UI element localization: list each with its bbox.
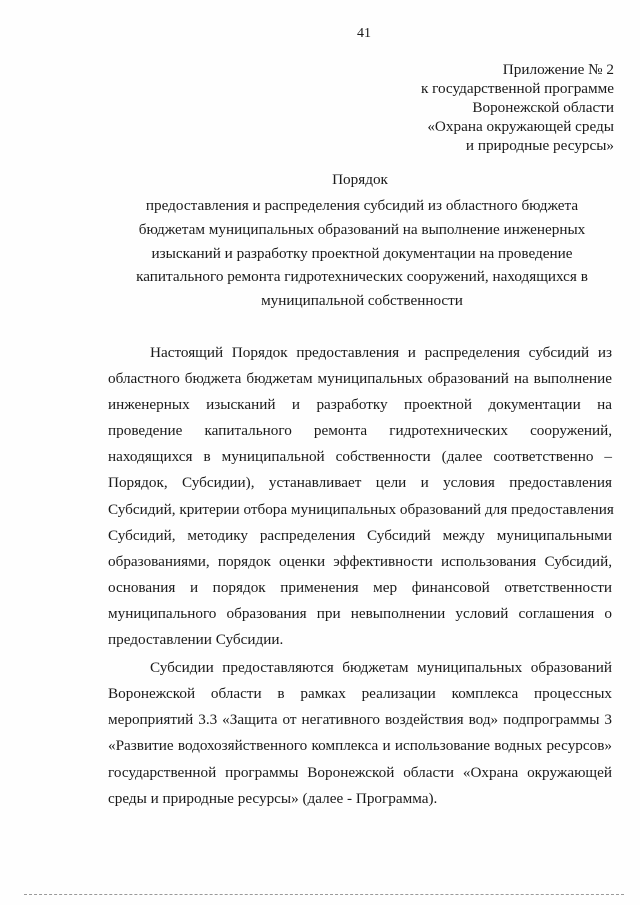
subtitle-line: муниципальной собственности [261, 292, 463, 310]
paragraph-line: Воронежской области в рамках реализации комплекса процессных [108, 685, 612, 703]
paragraph-line: находящихся в муниципальной собственности (далее соответственно – [108, 448, 612, 466]
paragraph-line: государственной программы Воронежской области «Охрана окружающей [108, 763, 612, 781]
footer-divider [24, 894, 624, 895]
paragraph-line: мероприятий 3.3 «Защита от негативного воздействия вод» подпрограммы 3 [108, 711, 612, 729]
paragraph-line: муниципального образования при невыполнении условий соглашения о [108, 604, 612, 622]
paragraph [108, 655, 612, 812]
appendix-line: и природные ресурсы» [465, 137, 614, 154]
subtitle-line: капитального ремонта гидротехнических сооружений, находящихся в [136, 268, 588, 286]
appendix-line: Воронежской области [472, 99, 614, 116]
appendix-line: Приложение № 2 [502, 61, 614, 78]
paragraph [108, 340, 612, 653]
paragraph-line: основания и порядок применения мер финансовой ответственности [108, 578, 612, 596]
document-subtitle [128, 194, 596, 313]
document-body [108, 340, 612, 814]
paragraph-line: среды и природные ресурсы» (далее - Программа). [108, 789, 438, 807]
paragraph-line: Порядок, Субсидии), устанавливает цели и условия предоставления [108, 474, 612, 492]
paragraph-line: Субсидий, критерии отбора муниципальных образований для предоставления [108, 500, 614, 518]
document-title: Порядок [332, 171, 388, 188]
paragraph-line: проведение капитального ремонта гидротехнических сооружений, [108, 422, 612, 440]
paragraph-line: Субсидий, методику распределения Субсидий между муниципальными [108, 526, 612, 544]
subtitle-line: предоставления и распределения субсидий из областного бюджета [145, 197, 579, 214]
subtitle-line: бюджетам муниципальных образований на выполнение инженерных [138, 220, 586, 238]
paragraph-line: инженерных изысканий и разработку проектной документации на [108, 396, 612, 414]
subtitle-line: изысканий и разработку проектной документации на проведение [151, 244, 573, 262]
appendix-line: «Охрана окружающей среды [427, 118, 614, 135]
paragraph-line: областного бюджета бюджетам муниципальных образований на выполнение [108, 370, 612, 388]
paragraph-line: «Развитие водохозяйственного комплекса и использование водных ресурсов» [108, 737, 612, 755]
paragraph-line: предоставлении Субсидии. [108, 631, 284, 649]
page-number: 41 [357, 26, 371, 41]
paragraph-line: Настоящий Порядок предоставления и распределения субсидий из [150, 344, 612, 361]
appendix-line: к государственной программе [420, 80, 614, 97]
appendix-header [314, 60, 614, 155]
paragraph-line: образованиями, порядок оценки эффективности использования Субсидий, [108, 552, 612, 570]
paragraph-line: Субсидии предоставляются бюджетам муниципальных образований [150, 659, 612, 677]
